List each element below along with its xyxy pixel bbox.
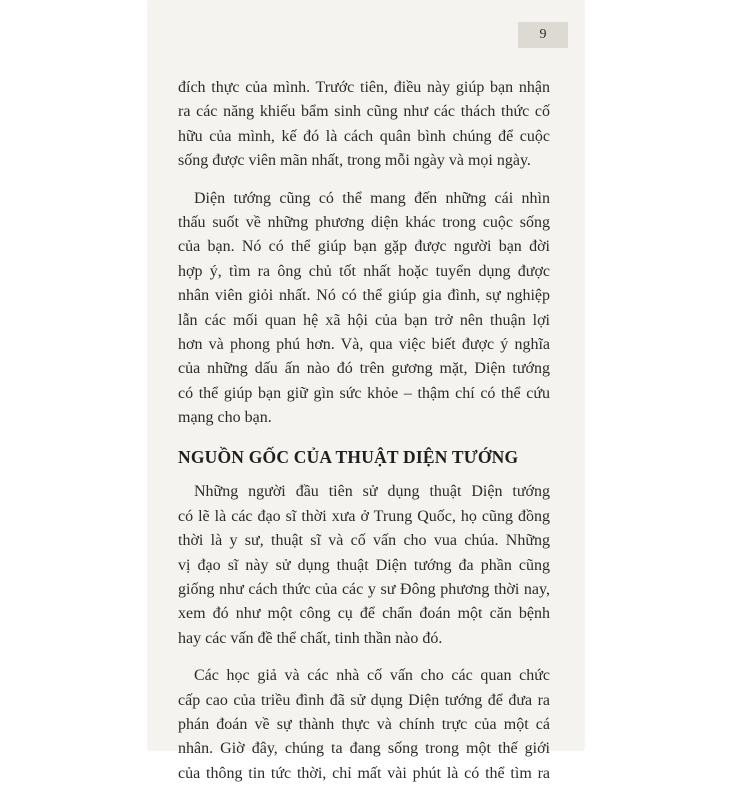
text-line: cấp cao của triều đình đã sử dụng Diện tướng để đưa ra (178, 691, 550, 709)
paragraph-gap (178, 651, 550, 664)
text-line: của thông tin tức thời, chỉ mất vài phút là có thể tìm ra (178, 764, 550, 782)
text-line: Những người đầu tiên sử dụng thuật Diện tướng (194, 483, 550, 501)
paragraph-gap (178, 174, 550, 187)
text-line: sống được viên mãn nhất, trong mỗi ngày và mọi ngày. (178, 152, 531, 170)
text-line: nhân viên giỏi nhất. Nó có thể giúp gia đình, sự nghiệp (178, 287, 550, 305)
text-line: Diện tướng cũng có thể mang đến những cái nhìn (194, 189, 550, 207)
paragraph-1 (178, 76, 550, 174)
page-body (178, 76, 550, 786)
text-line: có thể giúp bạn giữ gìn sức khỏe – thậm chí có thể cứu (178, 384, 550, 402)
text-line: hợp ý, tìm ra ông chủ tốt nhất hoặc tuyển dụng được (178, 262, 550, 280)
text-line: thấu suốt về những phương diện khác trong cuộc sống (178, 213, 550, 231)
text-line: Các học giả và các nhà cố vấn cho các quan chức (194, 667, 550, 685)
text-line: ra các năng khiếu bẩm sinh cũng như các thách thức cố (178, 103, 550, 121)
text-line: của bạn. Nó có thể giúp bạn gặp được người bạn đời (178, 238, 550, 256)
text-line: vị đạo sĩ này sử dụng thuật Diện tướng đa phần cũng (178, 556, 550, 574)
text-line: nhân. Giờ đây, chúng ta đang sống trong một thế giới (178, 740, 550, 758)
text-line: thời là y sư, thuật sĩ và cố vấn cho vua chúa. Những (178, 532, 550, 550)
text-line: có lẽ là các đạo sĩ thời xưa ở Trung Quốc, họ cũng đồng (178, 507, 550, 525)
text-line: hữu của mình, kế đó là cách quân bình chúng để cuộc (178, 127, 550, 145)
text-line: xem đó như một công cụ để chẩn đoán một căn bệnh (178, 605, 550, 623)
text-line: phán đoán về sự thành thực và chính trực của một cá (178, 715, 550, 733)
text-line: mạng cho bạn. (178, 409, 272, 427)
text-line: hơn và phong phú hơn. Và, qua việc biết được ý nghĩa (178, 335, 550, 353)
text-line: giống như cách thức của các y sư Đông phương thời nay, (178, 581, 550, 599)
paragraph-3 (178, 480, 550, 651)
page-number: 9 (518, 22, 568, 48)
text-line: lẫn các mối quan hệ xã hội của bạn trở nên thuận lợi (178, 311, 550, 329)
text-line: của những dấu ấn nào đó trên gương mặt, Diện tướng (178, 360, 550, 378)
section-heading: NGUỒN GỐC CỦA THUẬT DIỆN TƯỚNG (178, 447, 519, 468)
text-line: đích thực của mình. Trước tiên, điều này giúp bạn nhận (178, 79, 550, 96)
paragraph-2 (178, 187, 550, 431)
text-line: hay các vấn đề thể chất, tinh thần nào đó. (178, 629, 443, 647)
paragraph-4 (178, 664, 550, 786)
